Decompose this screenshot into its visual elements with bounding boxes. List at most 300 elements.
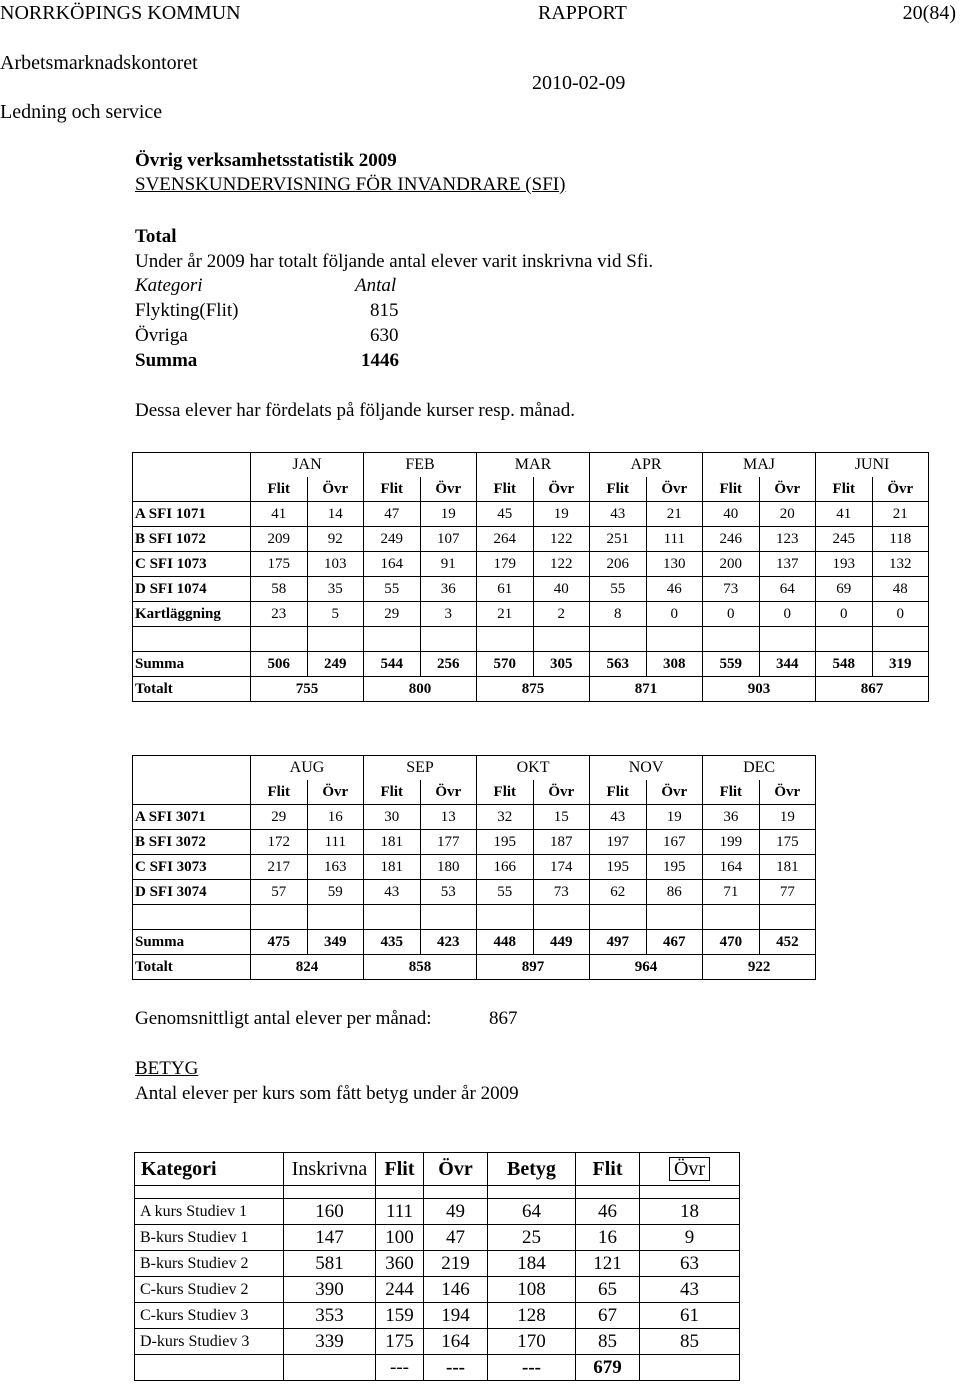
value-cell: 23 [251,602,308,627]
summa-cell: 256 [420,652,477,677]
empty-cell [488,1186,576,1199]
summa-cell: 548 [816,652,873,677]
betyg-header [376,1153,424,1186]
empty-cell [307,627,364,652]
summa-cell: 467 [646,930,703,955]
month-header: MAJ [703,453,816,478]
summa-cell: 570 [477,652,534,677]
betyg-header-text: Betyg [507,1158,556,1180]
value-cell: 2 [533,602,590,627]
value-cell: 0 [646,602,703,627]
value-cell: 181 [364,830,421,855]
empty-cell [477,627,534,652]
table-row [133,502,929,527]
ovr-header: Övr [759,780,816,805]
value-cell: 29 [364,602,421,627]
value-cell: 61 [640,1303,740,1329]
empty-cell [590,905,647,930]
value-cell: 85 [576,1329,640,1355]
footer-cell: 679 [576,1355,640,1381]
empty-cell [640,1186,740,1199]
course-label: C-kurs Studiev 3 [135,1303,284,1329]
value-cell: 180 [420,855,477,880]
value-cell: 123 [759,527,816,552]
empty-cell [424,1186,488,1199]
course-label: B SFI 1072 [133,527,251,552]
ovr-header: Övr [646,780,703,805]
course-label: D-kurs Studiev 3 [135,1329,284,1355]
value-cell: 43 [590,805,647,830]
empty-cell [477,905,534,930]
value-cell: 36 [420,577,477,602]
value-cell: 197 [590,830,647,855]
empty-cell [533,905,590,930]
totalt-cell: 903 [703,677,816,702]
value-cell: 40 [703,502,760,527]
course-label: D SFI 1074 [133,577,251,602]
footer-cell: --- [488,1355,576,1381]
total-intro: Under år 2009 har totalt följande antal elever varit inskrivna vid Sfi. [135,251,654,272]
value-cell: 251 [590,527,647,552]
totalt-cell: 755 [251,677,364,702]
flit-header: Flit [816,477,873,502]
summa-cell: 308 [646,652,703,677]
count-header: Antal [355,275,397,296]
value-cell: 41 [251,502,308,527]
betyg-header [135,1153,284,1186]
betyg-header-text: Kategori [141,1158,217,1180]
value-cell: 71 [703,880,760,905]
flit-header: Flit [477,780,534,805]
value-cell: 40 [533,577,590,602]
value-cell: 177 [420,830,477,855]
summa-cell: 305 [533,652,590,677]
summa-cell: 349 [307,930,364,955]
value-cell: 43 [590,502,647,527]
empty-cell [284,1186,376,1199]
empty-cell [364,627,421,652]
betyg-footer-row [135,1355,740,1381]
betyg-header [424,1153,488,1186]
value-cell: 103 [307,552,364,577]
value-cell: 246 [703,527,760,552]
empty-cell [646,905,703,930]
empty-cell [646,627,703,652]
summa-cell: 423 [420,930,477,955]
value-cell: 63 [640,1251,740,1277]
value-cell: 108 [488,1277,576,1303]
betyg-table [134,1152,740,1381]
empty-cell [251,905,308,930]
value-cell: 107 [420,527,477,552]
value-cell: 195 [646,855,703,880]
value-cell: 132 [872,552,929,577]
month-header: MAR [477,453,590,478]
value-cell: 164 [364,552,421,577]
value-cell: 55 [477,880,534,905]
ovr-header: Övr [307,780,364,805]
distribution-text: Dessa elever har fördelats på följande kurser resp. månad. [135,400,575,421]
summa-label: Summa [133,930,251,955]
value-cell: 353 [284,1303,376,1329]
value-cell: 48 [872,577,929,602]
flit-header: Flit [477,477,534,502]
value-cell: 390 [284,1277,376,1303]
category-label: Flykting(Flit) [135,300,239,321]
value-cell: 111 [646,527,703,552]
totalt-cell: 875 [477,677,590,702]
section-subtitle: SVENSKUNDERVISNING FÖR INVANDRARE (SFI) [135,174,566,195]
empty-cell [590,627,647,652]
empty-cell [640,1355,740,1381]
value-cell: 111 [376,1199,424,1225]
sum-value: 1446 [361,350,399,371]
value-cell: 62 [590,880,647,905]
header-row-types [133,477,929,502]
table-row [133,552,929,577]
value-cell: 249 [364,527,421,552]
value-cell: 0 [816,602,873,627]
value-cell: 209 [251,527,308,552]
value-cell: 166 [477,855,534,880]
value-cell: 175 [759,830,816,855]
table-row [133,880,816,905]
value-cell: 21 [872,502,929,527]
total-heading: Total [135,226,177,247]
summa-cell: 559 [703,652,760,677]
empty-cell [284,1355,376,1381]
average-value: 867 [489,1008,518,1029]
summa-cell: 448 [477,930,534,955]
value-cell: 53 [420,880,477,905]
empty-cell [759,905,816,930]
totalt-cell: 871 [590,677,703,702]
ovr-header: Övr [307,477,364,502]
value-cell: 73 [703,577,760,602]
value-cell: 9 [640,1225,740,1251]
table-row [133,805,816,830]
value-cell: 16 [576,1225,640,1251]
betyg-header-row [135,1153,740,1186]
value-cell: 91 [420,552,477,577]
value-cell: 195 [590,855,647,880]
month-header: AUG [251,756,364,781]
value-cell: 195 [477,830,534,855]
monthly-table-aug-dec [132,755,816,980]
value-cell: 21 [477,602,534,627]
empty-cell [376,1186,424,1199]
doc-type: RAPPORT [538,2,627,24]
totalt-cell: 824 [251,955,364,980]
month-header: NOV [590,756,703,781]
value-cell: 55 [364,577,421,602]
value-cell: 0 [703,602,760,627]
value-cell: 59 [307,880,364,905]
value-cell: 118 [872,527,929,552]
page-number: 20(84) [902,2,956,24]
empty-cell [576,1186,640,1199]
empty-cell [135,1355,284,1381]
value-cell: 64 [488,1199,576,1225]
summa-cell: 452 [759,930,816,955]
value-cell: 55 [590,577,647,602]
totalt-cell: 897 [477,955,590,980]
value-cell: 3 [420,602,477,627]
summa-cell: 344 [759,652,816,677]
empty-cell [364,905,421,930]
value-cell: 245 [816,527,873,552]
empty-cell [872,627,929,652]
value-cell: 181 [759,855,816,880]
betyg-row [135,1199,740,1225]
empty-cell [759,627,816,652]
value-cell: 199 [703,830,760,855]
org-name: NORRKÖPINGS KOMMUN [0,2,241,24]
value-cell: 47 [424,1225,488,1251]
summa-cell: 475 [251,930,308,955]
value-cell: 111 [307,830,364,855]
value-cell: 46 [576,1199,640,1225]
empty-cell [703,627,760,652]
betyg-header [284,1153,376,1186]
totalt-row [133,677,929,702]
summa-cell: 319 [872,652,929,677]
value-cell: 16 [307,805,364,830]
ovr-header: Övr [533,477,590,502]
betyg-gap-row [135,1186,740,1199]
totalt-label: Totalt [133,677,251,702]
spacer-row [133,905,816,930]
footer-cell: --- [376,1355,424,1381]
flit-header: Flit [251,477,308,502]
value-cell: 14 [307,502,364,527]
value-cell: 194 [424,1303,488,1329]
value-cell: 164 [424,1329,488,1355]
table-row [133,527,929,552]
category-label: Övriga [135,325,188,346]
totalt-cell: 922 [703,955,816,980]
value-cell: 65 [576,1277,640,1303]
course-label: B-kurs Studiev 2 [135,1251,284,1277]
value-cell: 47 [364,502,421,527]
betyg-header-text: Övr [669,1157,710,1181]
value-cell: 19 [646,805,703,830]
value-cell: 206 [590,552,647,577]
month-header: FEB [364,453,477,478]
value-cell: 85 [640,1329,740,1355]
empty-cell [307,905,364,930]
value-cell: 160 [284,1199,376,1225]
summa-label: Summa [133,652,251,677]
course-label: D SFI 3074 [133,880,251,905]
value-cell: 21 [646,502,703,527]
header-row-months [133,756,816,781]
totalt-cell: 800 [364,677,477,702]
summa-row [133,652,929,677]
value-cell: 36 [703,805,760,830]
empty-cell [133,905,251,930]
value-cell: 92 [307,527,364,552]
ovr-header: Övr [759,477,816,502]
ovr-header: Övr [646,477,703,502]
corner-cell [133,477,251,502]
average-label: Genomsnittligt antal elever per månad: [135,1008,432,1029]
betyg-row [135,1251,740,1277]
corner-cell [133,756,251,781]
value-cell: 146 [424,1277,488,1303]
ovr-header: Övr [420,780,477,805]
value-cell: 581 [284,1251,376,1277]
value-cell: 8 [590,602,647,627]
value-cell: 0 [759,602,816,627]
empty-cell [703,905,760,930]
summa-cell: 470 [703,930,760,955]
betyg-row [135,1329,740,1355]
value-cell: 175 [251,552,308,577]
value-cell: 167 [646,830,703,855]
value-cell: 32 [477,805,534,830]
value-cell: 200 [703,552,760,577]
value-cell: 15 [533,805,590,830]
value-cell: 19 [759,805,816,830]
course-label: C SFI 1073 [133,552,251,577]
value-cell: 172 [251,830,308,855]
value-cell: 137 [759,552,816,577]
value-cell: 170 [488,1329,576,1355]
value-cell: 122 [533,552,590,577]
value-cell: 100 [376,1225,424,1251]
value-cell: 20 [759,502,816,527]
value-cell: 43 [640,1277,740,1303]
value-cell: 187 [533,830,590,855]
value-cell: 61 [477,577,534,602]
value-cell: 73 [533,880,590,905]
flit-header: Flit [590,477,647,502]
empty-cell [816,627,873,652]
betyg-row [135,1225,740,1251]
betyg-header-text: Flit [384,1158,415,1180]
totalt-cell: 858 [364,955,477,980]
value-cell: 147 [284,1225,376,1251]
value-cell: 19 [420,502,477,527]
value-cell: 86 [646,880,703,905]
flit-header: Flit [590,780,647,805]
value-cell: 5 [307,602,364,627]
ovr-header: Övr [533,780,590,805]
value-cell: 35 [307,577,364,602]
value-cell: 30 [364,805,421,830]
value-cell: 64 [759,577,816,602]
betyg-header [640,1153,740,1186]
betyg-header-text: Inskrivna [291,1158,368,1180]
value-cell: 181 [364,855,421,880]
value-cell: 339 [284,1329,376,1355]
value-cell: 43 [364,880,421,905]
course-label: A kurs Studiev 1 [135,1199,284,1225]
summa-cell: 506 [251,652,308,677]
value-cell: 45 [477,502,534,527]
ovr-header: Övr [420,477,477,502]
value-cell: 29 [251,805,308,830]
value-cell: 0 [872,602,929,627]
course-label: C SFI 3073 [133,855,251,880]
month-header: DEC [703,756,816,781]
flit-header: Flit [364,477,421,502]
flit-header: Flit [251,780,308,805]
value-cell: 57 [251,880,308,905]
value-cell: 175 [376,1329,424,1355]
totalt-cell: 964 [590,955,703,980]
department: Arbetsmarknadskontoret [0,52,198,74]
summa-cell: 544 [364,652,421,677]
summa-row [133,930,816,955]
empty-cell [533,627,590,652]
value-cell: 217 [251,855,308,880]
flit-header: Flit [703,477,760,502]
summa-cell: 497 [590,930,647,955]
course-label: C-kurs Studiev 2 [135,1277,284,1303]
sum-label: Summa [135,350,198,371]
value-cell: 77 [759,880,816,905]
ovr-header: Övr [872,477,929,502]
value-cell: 41 [816,502,873,527]
month-header: APR [590,453,703,478]
summa-cell: 435 [364,930,421,955]
unit-name: Ledning och service [0,101,163,123]
value-cell: 174 [533,855,590,880]
category-value: 630 [370,325,399,346]
value-cell: 184 [488,1251,576,1277]
value-cell: 193 [816,552,873,577]
month-header: OKT [477,756,590,781]
flit-header: Flit [364,780,421,805]
spacer-row [133,627,929,652]
betyg-header [576,1153,640,1186]
totalt-cell: 867 [816,677,929,702]
month-header: JUNI [816,453,929,478]
table-row [133,855,816,880]
category-header: Kategori [135,275,203,296]
monthly-table-jan-jun [132,452,929,702]
value-cell: 69 [816,577,873,602]
value-cell: 67 [576,1303,640,1329]
summa-cell: 449 [533,930,590,955]
betyg-header-text: Övr [438,1158,473,1180]
value-cell: 58 [251,577,308,602]
betyg-row [135,1303,740,1329]
betyg-header-text: Flit [592,1158,623,1180]
month-header: JAN [251,453,364,478]
footer-cell: --- [424,1355,488,1381]
value-cell: 163 [307,855,364,880]
value-cell: 19 [533,502,590,527]
corner-cell [133,453,251,478]
course-label: B SFI 3072 [133,830,251,855]
value-cell: 219 [424,1251,488,1277]
table-row [133,602,929,627]
category-value: 815 [370,300,399,321]
header-row-months [133,453,929,478]
totalt-label: Totalt [133,955,251,980]
table-row [133,577,929,602]
value-cell: 128 [488,1303,576,1329]
report-date: 2010-02-09 [532,72,626,94]
value-cell: 122 [533,527,590,552]
value-cell: 18 [640,1199,740,1225]
summa-cell: 249 [307,652,364,677]
section-title: Övrig verksamhetsstatistik 2009 [135,150,397,171]
corner-cell [133,780,251,805]
